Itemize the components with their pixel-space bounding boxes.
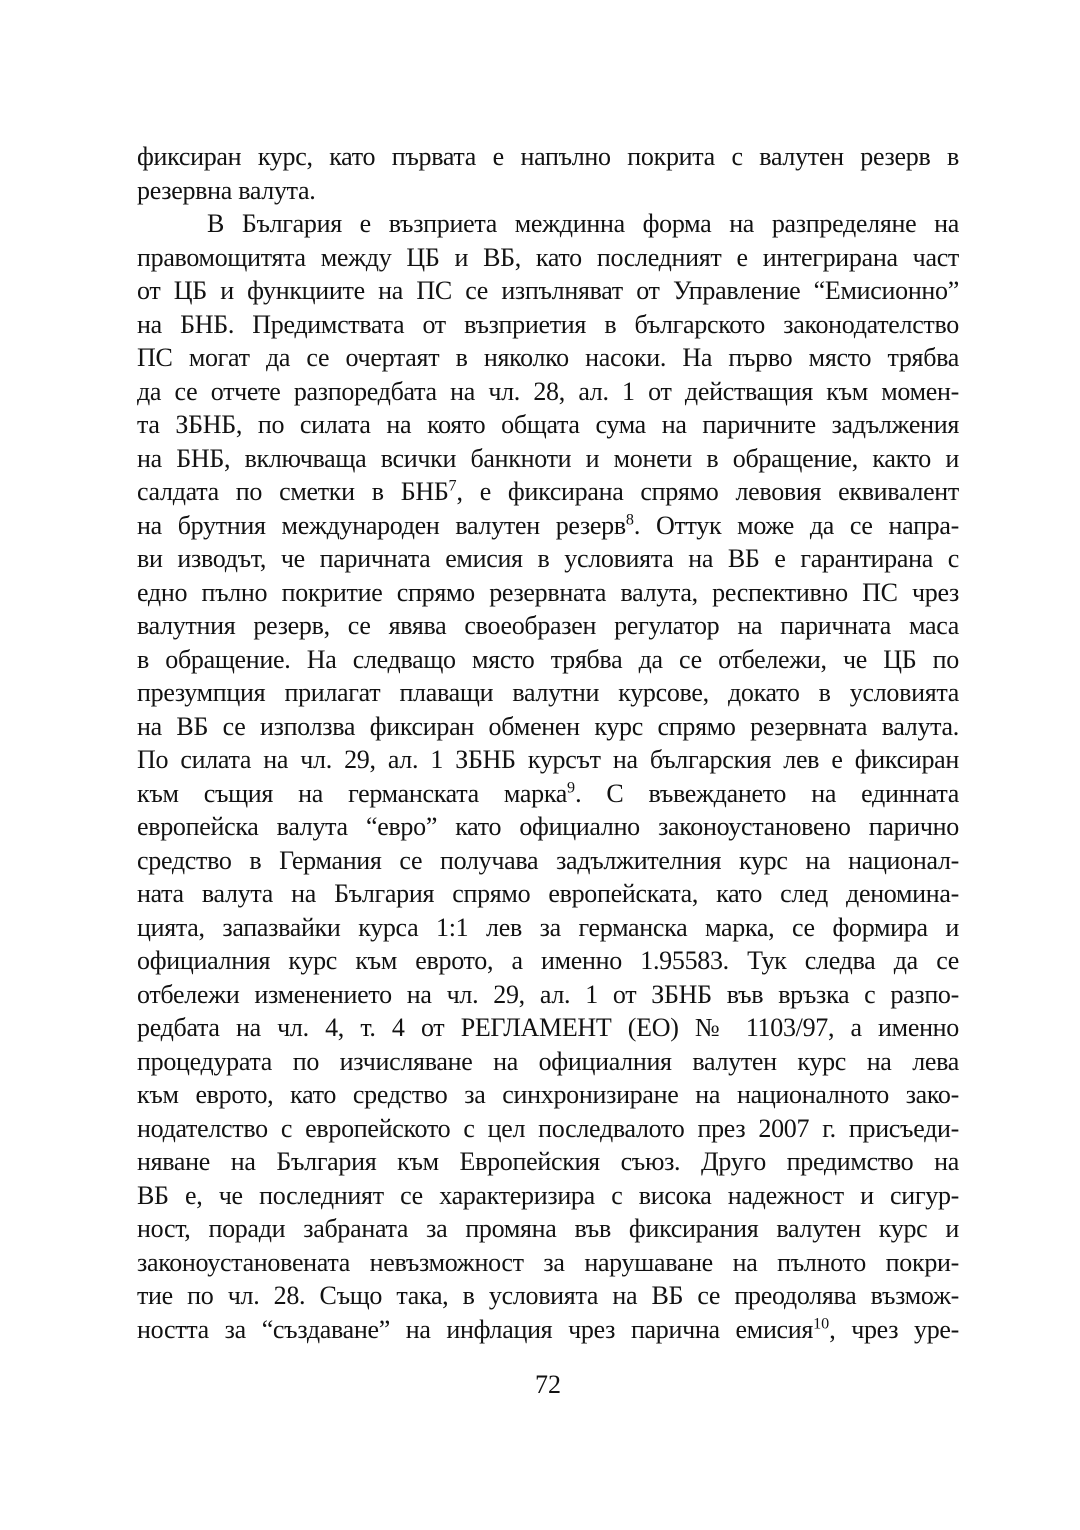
text-line — [137, 844, 959, 878]
text-line — [137, 1279, 959, 1313]
text-segment: цията, запазвайки курса 1:1 лев за германска марка, се формира и — [137, 912, 959, 942]
text-segment: на брутния международен валутен резерв — [137, 510, 626, 540]
text-line — [137, 1212, 959, 1246]
page-number: 72 — [535, 1370, 561, 1399]
text-line — [137, 911, 959, 945]
text-line — [137, 207, 959, 241]
text-line — [137, 1313, 959, 1347]
text-segment: . Оттук може да се напра- — [633, 510, 959, 540]
text-segment: нодателство с европейското с цел последвалото през 2007 г. присъеди- — [137, 1113, 959, 1143]
text-line — [137, 1011, 959, 1045]
footnote-marker: 7 — [448, 477, 457, 495]
text-line — [137, 810, 959, 844]
text-line — [137, 542, 959, 576]
text-segment: ПС могат да се очертаят в няколко насоки. На първо място трябва — [137, 343, 959, 372]
text-segment: европейска валута “евро” като официално законоустановено парично — [137, 812, 959, 841]
text-segment: ността за “създаване” на инфлация чрез парична емисия — [137, 1314, 814, 1344]
text-segment: да се отчете разпоредбата на чл. 28, ал. 1 от действащия към момен- — [137, 376, 959, 406]
text-segment: отбележи изменението на чл. 29, ал. 1 от ЗБНБ във връзка с разпо- — [137, 979, 959, 1009]
text-segment: ната валута на България спрямо европейската, като след деномина- — [137, 879, 959, 908]
text-line — [137, 509, 959, 543]
text-line — [137, 1112, 959, 1146]
text-line — [137, 576, 959, 610]
text-segment: , е фиксирана спрямо левовия еквивалент — [456, 477, 959, 506]
text-line — [137, 408, 959, 442]
text-segment: , чрез уре- — [829, 1314, 959, 1344]
text-line — [137, 442, 959, 476]
text-line — [137, 308, 959, 342]
text-line — [137, 1246, 959, 1280]
text-segment: та ЗБНБ, по силата на която общата сума на паричните задължения — [137, 410, 959, 439]
text-segment: едно пълно покритие спрямо резервната валута, респективно ПС чрез — [137, 577, 959, 607]
text-segment: на БНБ. Предимствата от възприетия в българското законодателство — [137, 309, 959, 339]
text-line — [137, 676, 959, 710]
text-segment: презумпция прилагат плаващи валутни курсове, докато в условията — [137, 678, 959, 707]
footnote-marker: 8 — [625, 510, 634, 528]
text-line — [137, 743, 959, 777]
text-line — [137, 1078, 959, 1112]
text-line — [137, 777, 959, 811]
text-segment: към еврото, като средство за синхронизиране на националното зако- — [137, 1080, 959, 1109]
text-line — [137, 274, 959, 308]
text-segment: от ЦБ и функциите на ПС се изпълняват от Управление “Емисионно” — [137, 276, 959, 305]
text-line — [137, 643, 959, 677]
text-line — [137, 174, 959, 208]
text-segment: средство в Германия се получава задължителния курс на национал- — [137, 845, 959, 875]
text-segment: валутния резерв, се явява своеобразен регулатор на паричната маса — [137, 611, 959, 640]
text-segment: салдата по сметки в БНБ — [137, 477, 449, 506]
text-segment: няване на България към Европейския съюз. Друго предимство на — [137, 1147, 959, 1176]
text-line — [137, 1179, 959, 1213]
text-segment: резервна валута. — [137, 175, 316, 205]
text-segment: на ВБ се използва фиксиран обменен курс спрямо резервната валута. — [137, 711, 959, 741]
text-line — [137, 609, 959, 643]
text-line — [137, 944, 959, 978]
text-line — [137, 710, 959, 744]
text-line — [137, 475, 959, 509]
text-segment: процедурата по изчисляване на официалния валутен курс на лева — [137, 1046, 959, 1076]
footnote-marker: 10 — [813, 1314, 830, 1332]
text-line — [137, 241, 959, 275]
text-segment: редбата на чл. 4, т. 4 от РЕГЛАМЕНТ (ЕО) № 1103/97, а именно — [137, 1013, 959, 1042]
text-line — [137, 341, 959, 375]
text-segment: В България е възприета междинна форма на разпределяне на — [207, 209, 959, 238]
text-segment: фиксиран курс, като първата е напълно покрита с валутен резерв в — [137, 142, 959, 171]
text-segment: . С въвеждането на единната — [575, 778, 959, 808]
text-line — [137, 978, 959, 1012]
text-line — [137, 375, 959, 409]
text-segment: в обращение. На следващо място трябва да се отбележи, че ЦБ по — [137, 644, 959, 674]
text-segment: ност, поради забраната за промяна във фиксирания валутен курс и — [137, 1214, 959, 1243]
text-segment: правомощитята между ЦБ и ВБ, като последният е интегрирана част — [137, 242, 959, 272]
text-segment: законоустановената невъзможност за нарушаване на пълното покри- — [137, 1247, 959, 1277]
text-segment: към същия на германската марка — [137, 778, 568, 808]
text-segment: ви изводът, че паричната емисия в условията на ВБ е гарантирана с — [137, 544, 959, 573]
text-segment: ВБ е, че последният се характеризира с висока надежност и сигур- — [137, 1180, 959, 1210]
text-segment: тие по чл. 28. Също така, в условията на ВБ се преодолява възмож- — [137, 1281, 959, 1310]
body-text — [137, 140, 959, 1346]
text-line — [137, 1145, 959, 1179]
text-line — [137, 140, 959, 174]
text-segment: По силата на чл. 29, ал. 1 ЗБНБ курсът на българския лев е фиксиран — [137, 745, 959, 774]
text-segment: официалния курс към еврото, а именно 1.95583. Тук следва да се — [137, 946, 959, 975]
text-line — [137, 1045, 959, 1079]
text-segment: на БНБ, включваща всички банкноти и монети в обращение, както и — [137, 443, 959, 473]
footnote-marker: 9 — [567, 778, 576, 796]
text-line — [137, 877, 959, 911]
